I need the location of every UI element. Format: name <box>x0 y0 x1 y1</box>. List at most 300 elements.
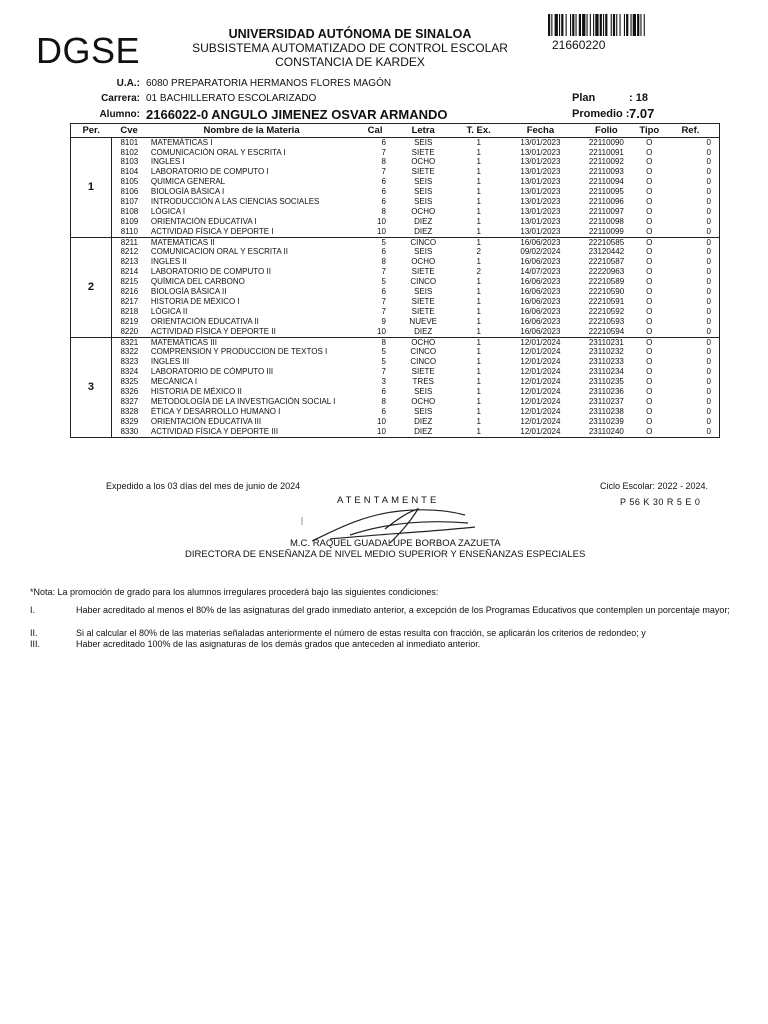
cell-cal: 8 <box>381 207 386 216</box>
barcode-bar <box>555 14 558 36</box>
cell-tex: 1 <box>476 317 481 326</box>
condition-text: Haber acreditado 100% de las asignaturas de los demás grados que anteceden al inmediato anterior. <box>76 639 481 649</box>
cell-letra: DIEZ <box>414 217 433 226</box>
cell-folio: 23110231 <box>588 337 624 347</box>
header-cal: Cal <box>356 124 394 138</box>
cell-folio: 22110090 <box>588 137 624 147</box>
cell-materia: LABORATORIO DE CÓMPUTO I <box>150 167 269 177</box>
cell-tipo: O <box>646 297 653 306</box>
cell-ref: 0 <box>662 197 720 207</box>
cell-fecha: 13/01/2023 <box>520 207 561 216</box>
semester-number: 2 <box>71 237 112 337</box>
cell-tex: 1 <box>476 277 481 287</box>
cell-fecha: 12/01/2024 <box>520 387 561 396</box>
cell-folio: 22110095 <box>588 187 624 197</box>
cell-fecha: 12/01/2024 <box>520 397 561 406</box>
cell-tex: 1 <box>476 297 481 306</box>
table-body <box>71 138 720 438</box>
cell-letra: OCHO <box>411 257 436 267</box>
cell-materia: LABORATORIO DE CÓMPUTO III <box>150 367 274 377</box>
barcode-bar <box>582 14 585 36</box>
cell-tipo: O <box>646 147 653 157</box>
barcode-bar <box>551 14 552 36</box>
cell-fecha: 12/01/2024 <box>520 337 561 347</box>
cell-tipo: O <box>646 407 653 416</box>
cell-ref: 0 <box>662 407 720 417</box>
condition-text: Haber acreditado al menos el 80% de las asignaturas del grado inmediato anterior, a excepción de los Programas Educativos que contemplen un porcentaje mayor; <box>76 605 730 615</box>
condition-number: II. <box>30 628 38 638</box>
cell-folio: 22110091 <box>588 147 624 157</box>
cell-cve: 8107 <box>120 197 139 207</box>
cell-folio: 22210590 <box>588 287 625 297</box>
table-header-row <box>71 124 720 138</box>
cell-cve: 8103 <box>120 157 139 167</box>
cell-fecha: 12/01/2024 <box>520 416 561 426</box>
cell-tex: 1 <box>476 167 481 177</box>
cell-folio: 23110234 <box>588 367 624 377</box>
cell-cve: 8211 <box>120 237 138 247</box>
barcode-bar <box>644 14 645 36</box>
cell-folio: 22210587 <box>588 257 625 267</box>
cell-fecha: 16/06/2023 <box>520 277 561 287</box>
cell-ref: 0 <box>662 367 720 377</box>
cell-cal: 8 <box>381 337 386 347</box>
cell-tex: 1 <box>476 177 481 187</box>
barcode-bar <box>548 14 550 36</box>
cell-tex: 1 <box>476 337 481 347</box>
cell-tex: 1 <box>453 427 505 437</box>
table-row <box>71 277 720 287</box>
cell-letra: NUEVE <box>409 317 437 326</box>
cell-letra: CINCO <box>410 277 437 287</box>
cell-tex: 1 <box>476 257 481 267</box>
cell-folio: 22110097 <box>588 207 624 216</box>
table-row <box>71 248 720 258</box>
cell-materia: ORIENTACIÓN EDUCATIVA I <box>150 217 257 226</box>
cell-letra: SEIS <box>414 177 433 187</box>
carrera-label: Carrera: <box>101 93 140 104</box>
cell-fecha: 16/06/2023 <box>520 317 561 326</box>
ciclo-escolar: Ciclo Escolar: 2022 - 2024. <box>600 481 709 491</box>
header-materia: Nombre de la Materia <box>147 124 356 138</box>
cell-cal: 5 <box>381 347 386 357</box>
cell-ref: 0 <box>662 417 720 427</box>
cell-cve: 8322 <box>120 347 139 357</box>
verification-code: P 56 K 30 R 5 E 0 <box>620 497 701 507</box>
cell-cve: 8330 <box>111 427 147 437</box>
table-row <box>71 327 720 337</box>
cell-fecha: 13/01/2023 <box>520 217 561 226</box>
table-row <box>71 417 720 427</box>
semester-number: 3 <box>71 337 112 437</box>
cell-materia: ACTIVIDAD FÍSICA Y DEPORTE II <box>147 327 356 337</box>
cell-cal: 7 <box>381 267 386 277</box>
cell-fecha: 16/06/2023 <box>520 257 561 267</box>
header-letra: Letra <box>394 124 453 138</box>
cell-folio: 22110094 <box>588 177 624 187</box>
plan-label: Plan <box>572 92 596 104</box>
cell-tex: 1 <box>476 147 481 157</box>
cell-fecha: 12/01/2024 <box>505 427 576 437</box>
cell-cve: 8219 <box>120 317 139 326</box>
cell-cve: 8110 <box>111 227 147 237</box>
cell-fecha: 12/01/2024 <box>520 407 561 416</box>
cell-cal: 6 <box>381 387 386 396</box>
cell-ref: 0 <box>662 317 720 327</box>
table-row <box>71 297 720 307</box>
cell-cal: 5 <box>381 237 386 247</box>
cell-cve: 8321 <box>120 337 139 347</box>
barcode-bar <box>616 14 617 36</box>
cell-folio: 22110099 <box>576 227 637 237</box>
cell-ref: 0 <box>662 337 720 347</box>
cell-cve: 8329 <box>120 416 139 426</box>
cell-tipo: O <box>646 247 653 257</box>
header-tipo: Tipo <box>637 124 662 138</box>
cell-ref: 0 <box>662 358 720 368</box>
cell-folio: 23110235 <box>588 377 624 387</box>
table-row <box>71 197 720 207</box>
cell-ref: 0 <box>662 397 720 407</box>
barcode-bar <box>561 14 563 36</box>
cell-materia: MATEMÁTICAS III <box>150 337 217 347</box>
table-row <box>71 268 720 278</box>
cell-tipo: O <box>637 227 662 237</box>
student-name: 2166022-0 ANGULO JIMENEZ OSVAR ARMANDO <box>146 107 448 122</box>
cell-cve: 8323 <box>120 357 139 367</box>
cell-tipo: O <box>646 167 653 177</box>
semester-number: 1 <box>71 138 112 238</box>
barcode-bar <box>624 14 625 36</box>
cell-ref: 0 <box>662 307 720 317</box>
cell-tipo: O <box>646 207 653 216</box>
cell-tipo: O <box>646 307 653 316</box>
barcode-bar <box>605 14 607 36</box>
ua-value: 6080 PREPARATORIA HERMANOS FLORES MAGÓN <box>146 78 392 89</box>
cell-materia: LABORATORIO DE CÓMPUTO II <box>150 267 271 277</box>
barcode-bar <box>579 14 581 36</box>
barcode-bar <box>633 14 636 36</box>
expedido-text: Expedido a los 03 días del mes de junio de 2024 <box>106 481 301 491</box>
cell-letra: OCHO <box>411 397 436 406</box>
cell-folio: 22110096 <box>588 197 624 207</box>
cell-folio: 23110237 <box>588 397 624 406</box>
cell-fecha: 16/06/2023 <box>520 297 561 306</box>
plan-value: : 18 <box>629 92 648 104</box>
barcode-bar <box>570 14 571 36</box>
cell-materia: METODOLOGÍA DE LA INVESTIGACIÓN SOCIAL I <box>150 397 336 406</box>
cell-cve: 8213 <box>120 257 139 267</box>
cell-tipo: O <box>646 187 653 197</box>
barcode-bar <box>613 14 615 36</box>
cell-folio: 22110092 <box>588 157 624 167</box>
cell-fecha: 12/01/2024 <box>520 357 561 367</box>
cell-tipo: O <box>646 217 653 226</box>
barcode-bar <box>559 14 560 36</box>
cell-tipo: O <box>637 427 662 437</box>
cell-cve: 8215 <box>120 277 139 287</box>
table-row <box>71 307 720 317</box>
cell-letra: SIETE <box>411 267 435 277</box>
cell-cal: 7 <box>381 367 386 377</box>
cell-cal: 6 <box>381 407 386 416</box>
table-row <box>71 397 720 407</box>
table-row <box>71 217 720 227</box>
barcode-bar <box>626 14 628 36</box>
cell-cve: 8218 <box>120 307 139 316</box>
table-row <box>71 337 720 347</box>
cell-materia: COMUNICACIÓN ORAL Y ESCRITA I <box>150 147 286 157</box>
cell-tipo: O <box>637 327 662 337</box>
barcode-bar <box>631 14 632 36</box>
promedio-label: Promedio : <box>572 108 630 120</box>
cell-materia: LÓGICA I <box>150 207 186 216</box>
cell-fecha: 13/01/2023 <box>505 227 576 237</box>
cell-materia: ORIENTACIÓN EDUCATIVA III <box>150 416 262 426</box>
cell-cve: 8328 <box>120 407 139 416</box>
cell-fecha: 16/06/2023 <box>505 327 576 337</box>
cell-letra: SEIS <box>414 187 433 197</box>
cell-tex: 1 <box>476 357 481 367</box>
cell-cal: 6 <box>381 247 386 257</box>
cell-tex: 2 <box>476 267 481 277</box>
cell-cve: 8109 <box>120 217 139 226</box>
cell-materia: MATEMÁTICAS II <box>150 237 215 247</box>
cell-tipo: O <box>646 277 653 287</box>
carrera-value: 01 BACHILLERATO ESCOLARIZADO <box>146 93 317 104</box>
barcode-bar <box>640 14 641 36</box>
table-row <box>71 158 720 168</box>
alumno-label: Alumno: <box>99 109 140 120</box>
cell-letra: DIEZ <box>394 227 453 237</box>
cell-cal: 10 <box>377 217 386 226</box>
cell-fecha: 12/01/2024 <box>520 377 561 387</box>
signer-title: DIRECTORA DE ENSEÑANZA DE NIVEL MEDIO SUPERIOR Y ENSEÑANZAS ESPECIALES <box>185 549 586 560</box>
cell-cal: 8 <box>381 397 386 406</box>
cell-fecha: 16/06/2023 <box>520 237 561 247</box>
cell-letra: TRES <box>412 377 434 387</box>
cell-ref: 0 <box>662 187 720 197</box>
kardex-table <box>70 123 720 438</box>
cell-materia: INGLÉS II <box>150 257 187 267</box>
table-row <box>71 258 720 268</box>
cell-letra: DIEZ <box>394 427 453 437</box>
cell-cve: 8325 <box>120 377 139 387</box>
table-row <box>71 148 720 158</box>
dgse-logo: DGSE <box>36 30 141 71</box>
cell-materia: ORIENTACIÓN EDUCATIVA II <box>150 317 259 326</box>
cell-letra: SIETE <box>411 367 435 377</box>
cell-materia: MATEMÁTICAS I <box>150 137 213 147</box>
cell-letra: DIEZ <box>414 416 433 426</box>
header-per: Per. <box>71 124 112 138</box>
cell-ref: 0 <box>662 207 720 217</box>
subsystem-name: SUBSISTEMA AUTOMATIZADO DE CONTROL ESCOLAR <box>192 41 508 55</box>
cell-cve: 8324 <box>120 367 139 377</box>
header-cve: Cve <box>111 124 147 138</box>
cell-folio: 22110098 <box>588 217 624 226</box>
cell-fecha: 16/06/2023 <box>520 287 561 297</box>
cell-tex: 1 <box>476 367 481 377</box>
cell-tex: 1 <box>476 307 481 316</box>
cell-fecha: 16/06/2023 <box>520 307 561 316</box>
cell-cal: 6 <box>381 137 386 147</box>
barcode-image <box>548 14 720 36</box>
cell-ref: 0 <box>662 277 720 287</box>
cell-tex: 1 <box>476 207 481 216</box>
cell-cal: 9 <box>381 317 386 326</box>
cell-fecha: 12/01/2024 <box>520 347 561 357</box>
cell-fecha: 13/01/2023 <box>520 167 561 177</box>
cell-cve: 8106 <box>120 187 139 197</box>
cell-materia: HISTORIA DE MÉXICO I <box>150 297 240 306</box>
cell-materia: HISTORIA DE MÉXICO II <box>150 387 242 396</box>
cell-cal: 10 <box>356 327 394 337</box>
cell-materia: BIOLOGÍA BÁSICA I <box>150 187 225 197</box>
cell-fecha: 13/01/2023 <box>520 177 561 187</box>
cell-folio: 22210591 <box>588 297 625 306</box>
table-row <box>71 207 720 217</box>
cell-tipo: O <box>646 367 653 377</box>
cell-ref: 0 <box>662 148 720 158</box>
header-tex: T. Ex. <box>453 124 505 138</box>
cell-folio: 23110233 <box>588 357 624 367</box>
cell-ref: 0 <box>662 287 720 297</box>
cell-letra: SEIS <box>414 407 433 416</box>
cell-materia: ACTIVIDAD FÍSICA Y DEPORTE I <box>147 227 356 237</box>
cell-ref: 0 <box>662 217 720 227</box>
cell-cal: 10 <box>356 427 394 437</box>
cell-folio: 22220963 <box>588 267 625 277</box>
cell-letra: DIEZ <box>394 327 453 337</box>
atentamente-text: ATENTAMENTE <box>337 495 440 506</box>
cell-cve: 8214 <box>120 267 139 277</box>
cell-ref: 0 <box>662 348 720 358</box>
cell-tex: 1 <box>476 217 481 226</box>
cell-fecha: 13/01/2023 <box>520 147 561 157</box>
cell-tipo: O <box>646 197 653 207</box>
cell-fecha: 13/01/2023 <box>520 157 561 167</box>
cell-tex: 1 <box>476 287 481 297</box>
barcode-bar <box>587 14 588 36</box>
cell-materia: INTRODUCCIÓN A LAS CIENCIAS SOCIALES <box>150 197 320 207</box>
cell-tex: 1 <box>476 377 481 387</box>
cell-cve: 8101 <box>120 137 139 147</box>
condition-number: III. <box>30 639 41 649</box>
cell-cve: 8212 <box>120 247 139 257</box>
cell-tipo: O <box>646 267 653 277</box>
cell-cve: 8104 <box>120 167 139 177</box>
cell-materia: INGLÉS I <box>150 157 185 167</box>
cell-fecha: 13/01/2023 <box>520 197 561 207</box>
cell-cve: 8105 <box>120 177 139 187</box>
cell-letra: CINCO <box>410 357 437 367</box>
cell-tex: 1 <box>476 416 481 426</box>
table-row <box>71 387 720 397</box>
cell-cal: 3 <box>381 377 386 387</box>
barcode-bar <box>595 14 598 36</box>
cell-cve: 8326 <box>120 387 139 396</box>
table-row <box>71 427 720 437</box>
cell-folio: 22210593 <box>588 317 625 326</box>
cell-folio: 22210585 <box>588 237 625 247</box>
table-row <box>71 287 720 297</box>
barcode-bar <box>603 14 604 36</box>
table-row <box>71 227 720 237</box>
cell-ref: 0 <box>662 227 720 237</box>
cell-cal: 7 <box>381 297 386 306</box>
cell-cve: 8220 <box>111 327 147 337</box>
cell-ref: 0 <box>662 138 720 148</box>
cell-materia: BIOLOGÍA BÁSICA II <box>150 287 227 297</box>
cell-ref: 0 <box>662 377 720 387</box>
header-folio: Folio <box>576 124 637 138</box>
cell-letra: SIETE <box>411 167 435 177</box>
cell-cal: 5 <box>381 357 386 367</box>
promedio-value: 7.07 <box>629 106 655 121</box>
university-name: UNIVERSIDAD AUTÓNOMA DE SINALOA <box>228 27 472 41</box>
cell-tex: 1 <box>453 327 505 337</box>
cell-tipo: O <box>646 257 653 267</box>
barcode-bar <box>600 14 602 36</box>
cell-cal: 8 <box>381 257 386 267</box>
table-row <box>71 237 720 247</box>
condition-number: I. <box>30 605 36 615</box>
table-row <box>71 377 720 387</box>
cell-tipo: O <box>646 337 653 347</box>
barcode-bar <box>637 14 639 36</box>
barcode-bar <box>576 14 577 36</box>
cell-cve: 8217 <box>120 297 139 306</box>
note-intro: *Nota: La promoción de grado para los alumnos irregulares procederá bajo las siguientes condiciones: <box>30 587 439 597</box>
cell-cal: 10 <box>356 227 394 237</box>
table-row <box>71 168 720 178</box>
cell-cve: 8108 <box>120 207 139 216</box>
cell-letra: CINCO <box>410 347 437 357</box>
condition-text: Si al calcular el 80% de las materias señaladas anteriormente el número de estas resulta con fracción, se aplicarán los criterios de redondeo; y <box>76 628 646 638</box>
signer-name: M.C. RAQUEL GUADALUPE BORBOA ZAZUETA <box>290 538 501 549</box>
header-fecha: Fecha <box>505 124 576 138</box>
cell-folio: 23110239 <box>588 416 624 426</box>
cell-tex: 1 <box>476 347 481 357</box>
barcode-bar <box>590 14 591 36</box>
table-row <box>71 407 720 417</box>
cell-tipo: O <box>646 387 653 396</box>
barcode-bar <box>593 14 594 36</box>
cell-tex: 1 <box>476 187 481 197</box>
cell-cal: 6 <box>381 197 386 207</box>
cell-materia: ÉTICA Y DESARROLLO HUMANO I <box>150 407 281 416</box>
cell-ref: 0 <box>662 268 720 278</box>
cell-materia: ACTIVIDAD FÍSICA Y DEPORTE III <box>147 427 356 437</box>
barcode-bar <box>572 14 574 36</box>
cell-tipo: O <box>646 377 653 387</box>
cell-letra: SIETE <box>411 297 435 306</box>
cell-letra: OCHO <box>411 157 436 167</box>
cell-cal: 7 <box>381 147 386 157</box>
cell-materia: MECÁNICA I <box>150 377 198 387</box>
cell-cal: 8 <box>381 157 386 167</box>
cell-letra: SIETE <box>411 307 435 316</box>
cell-materia: QUÍMICA GENERAL <box>150 177 226 187</box>
cell-tex: 1 <box>476 237 481 247</box>
cell-materia: INGLÉS III <box>150 357 190 367</box>
cell-cve: 8216 <box>120 287 139 297</box>
table-row <box>71 358 720 368</box>
cell-cal: 6 <box>381 187 386 197</box>
table-row <box>71 348 720 358</box>
cell-materia: COMUNICACIÓN ORAL Y ESCRITA II <box>150 247 288 257</box>
